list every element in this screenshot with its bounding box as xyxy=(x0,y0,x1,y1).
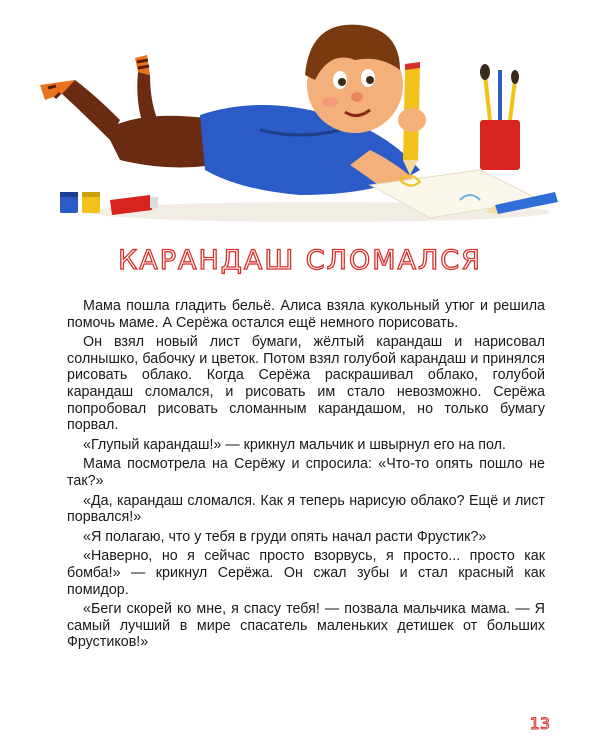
boy-drawing-illustration xyxy=(0,0,600,235)
paragraph: Он взял новый лист бумаги, жёлтый карандаш и нарисовал солнышко, бабочку и цветок. Потом взял голубой карандаш и принялся рисовать облако. Когда Серёжа раскрашивал облако, голубой карандаш сломался, и рисовать им стало невозможно. Серёжа попробовал рисовать сломанным карандашом, но только бумагу порвал. xyxy=(67,334,545,434)
brush-cup-icon xyxy=(480,64,520,170)
boy-hand xyxy=(398,108,426,132)
paragraph: «Наверно, но я сейчас просто взорвусь, я просто... просто как бомба!» — крикнул Серёжа. Он сжал зубы и стал красный как помидор. xyxy=(67,548,545,598)
story-text xyxy=(67,298,545,654)
paragraph: «Беги скорей ко мне, я спасу тебя! — позвала мальчика мама. — Я самый лучший в мире спасатель маленьких детишек от больших Фрустиков!» xyxy=(67,601,545,651)
paragraph: «Глупый карандаш!» — крикнул мальчик и швырнул его на пол. xyxy=(83,436,506,453)
paint-jars-icon xyxy=(60,192,100,213)
paragraph: Мама пошла гладить бельё. Алиса взяла кукольный утюг и решила помочь маме. А Серёжа остался ещё немного порисовать. xyxy=(67,298,545,331)
story-title: КАРАНДАШ СЛОМАЛСЯ xyxy=(118,245,482,276)
paragraph: Мама посмотрела на Серёжу и спросила: «Что-то опять пошло не так?» xyxy=(67,456,545,489)
page-number: 13 xyxy=(529,714,550,733)
boy-head xyxy=(305,25,403,133)
paragraph: «Да, карандаш сломался. Как я теперь нарисую облако? Ещё и лист порвался!» xyxy=(67,492,545,526)
paragraph: «Я полагаю, что у тебя в груди опять начал расти Фрустик?» xyxy=(83,528,487,545)
